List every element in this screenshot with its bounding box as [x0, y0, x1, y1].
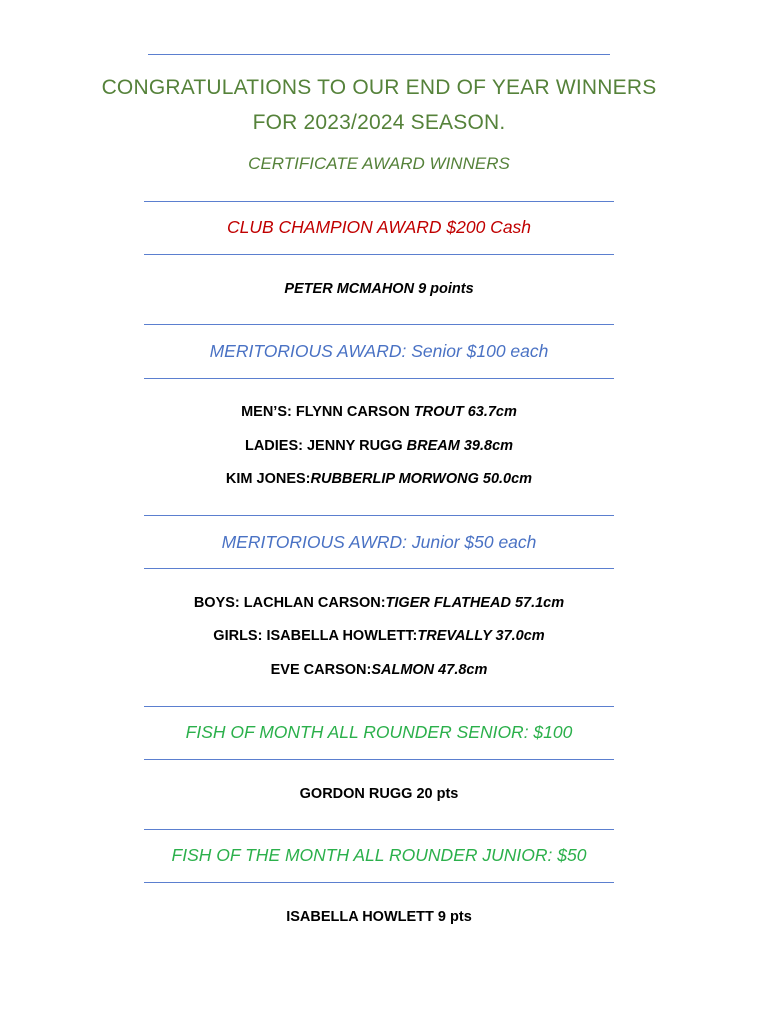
page-title-line-2: FOR 2023/2024 SEASON. — [252, 111, 506, 134]
section-divider — [144, 254, 614, 255]
winner-catch: TREVALLY 37.0cm — [417, 628, 545, 644]
section-divider — [144, 829, 614, 830]
section-heading-meritorious-junior: MERITORIOUS AWRD: Junior $50 each — [221, 532, 537, 552]
section-heading-club-champion: CLUB CHAMPION AWARD $200 Cash — [226, 217, 532, 237]
winner-name: EVE CARSON: — [270, 662, 372, 678]
winner-line — [0, 404, 758, 420]
section-heading-fish-of-month-junior: FISH OF THE MONTH ALL ROUNDER JUNIOR: $50 — [171, 845, 587, 865]
section-divider — [144, 201, 614, 202]
top-divider — [148, 54, 610, 55]
section-divider — [144, 706, 614, 707]
section-divider — [144, 759, 614, 760]
page-title-line-1: CONGRATULATIONS TO OUR END OF YEAR WINNERS — [101, 76, 657, 99]
winner-name: PETER MCMAHON 9 points — [284, 281, 474, 297]
winner-name: MEN’S: FLYNN CARSON — [241, 404, 414, 420]
winner-line — [0, 438, 758, 454]
winner-catch: TROUT 63.7cm — [413, 404, 517, 420]
section-heading-fish-of-month-senior: FISH OF MONTH ALL ROUNDER SENIOR: $100 — [185, 722, 573, 742]
winner-line — [0, 471, 758, 487]
winner-line — [0, 662, 758, 678]
winner-name: LADIES: JENNY RUGG — [244, 438, 407, 454]
section-divider — [144, 882, 614, 883]
winner-catch: TIGER FLATHEAD 57.1cm — [385, 595, 565, 611]
winner-catch: RUBBERLIP MORWONG 50.0cm — [310, 471, 533, 487]
section-divider — [144, 378, 614, 379]
winner-name: GORDON RUGG 20 pts — [299, 786, 459, 802]
winner-name: BOYS: LACHLAN CARSON: — [193, 595, 386, 611]
winner-name: KIM JONES: — [225, 471, 311, 487]
winner-catch: SALMON 47.8cm — [371, 662, 488, 678]
winner-name: ISABELLA HOWLETT 9 pts — [286, 909, 472, 925]
winner-name: GIRLS: ISABELLA HOWLETT: — [213, 628, 418, 644]
winner-line — [0, 595, 758, 611]
section-heading-meritorious-senior: MERITORIOUS AWARD: Senior $100 each — [209, 341, 549, 361]
winner-line — [0, 628, 758, 644]
winner-line — [0, 786, 758, 802]
winner-line — [0, 909, 758, 925]
section-divider — [144, 515, 614, 516]
section-divider — [144, 568, 614, 569]
winner-catch: BREAM 39.8cm — [406, 438, 514, 454]
winner-line — [0, 281, 758, 297]
page-subtitle: CERTIFICATE AWARD WINNERS — [248, 154, 510, 173]
section-divider — [144, 324, 614, 325]
